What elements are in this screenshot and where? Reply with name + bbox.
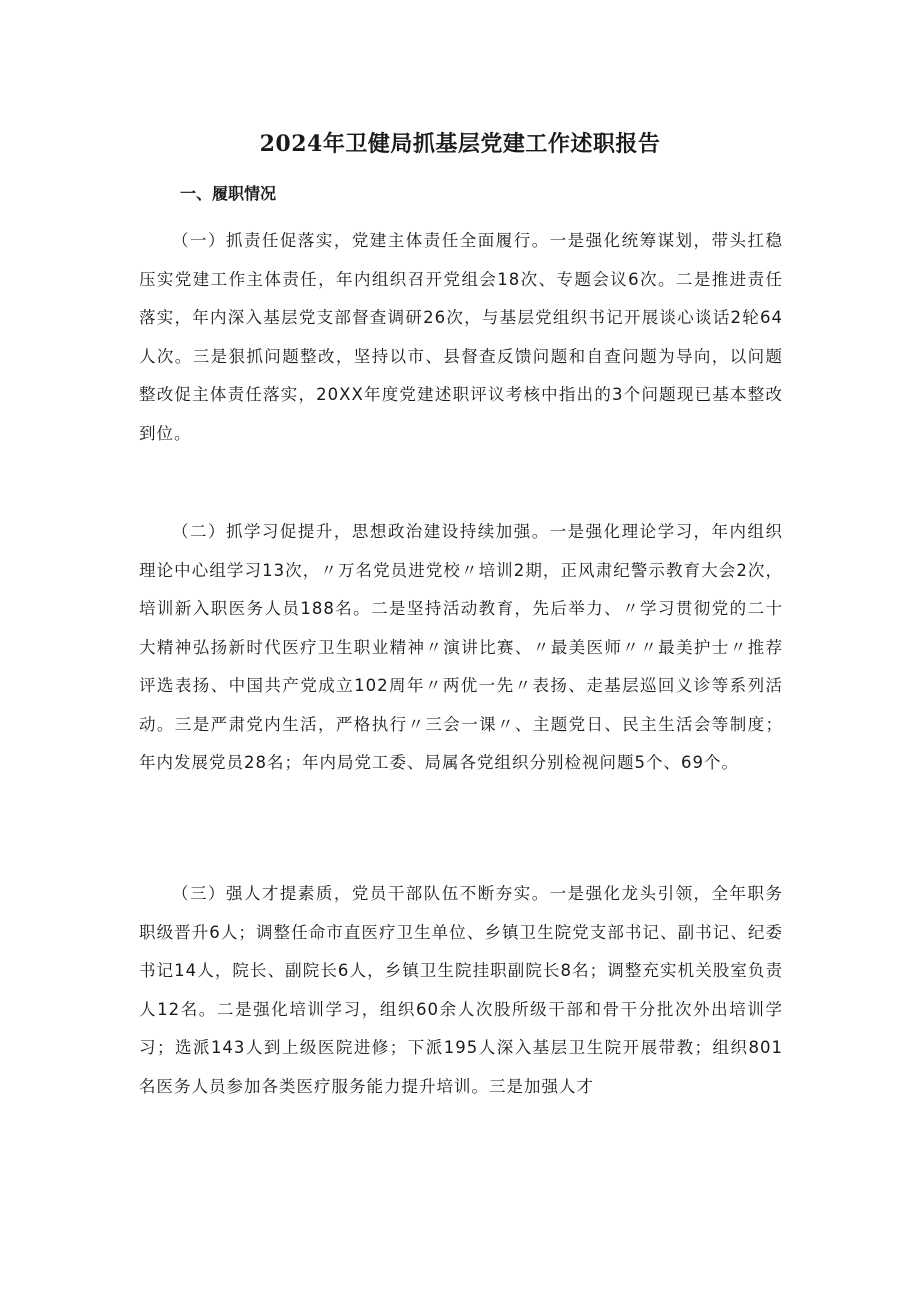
section-heading: 一、履职情况 bbox=[180, 184, 277, 203]
paragraph-talent: （三）强人才提素质，党员干部队伍不断夯实。一是强化龙头引领，全年职务职级晋升6人；调整任命市直医疗卫生单位、乡镇卫生院党支部书记、副书记、纪委书记14人，院长、副院长6人，乡镇卫生院挂职副院长8名；调整充实机关股室负责人12名。二是强化培训学习，组织60余人次股所级干部和骨干分批次外出培训学习；选派143人到上级医院进修；下派195人深入基层卫生院开展带教；组织801名医务人员参加各类医疗服务能力提升培训。三是加强人才 bbox=[139, 884, 783, 1096]
paragraph-study: （二）抓学习促提升，思想政治建设持续加强。一是强化理论学习，年内组织理论中心组学习13次，〃万名党员进党校〃培训2期，正风肃纪警示教育大会2次，培训新入职医务人员188名。二是坚持活动教育，先后举力、〃学习贯彻党的二十大精神弘扬新时代医疗卫生职业精神〃演讲比赛、〃最美医师〃〃最美护士〃推荐评选表扬、中国共产党成立102周年〃两优一先〃表扬、走基层巡回义诊等系列活动。三是严肃党内生活，严格执行〃三会一课〃、主题党日、民主生活会等制度；年内发展党员28名；年内局党工委、局属各党组织分别检视问题5个、69个。 bbox=[139, 522, 783, 772]
document-title: 2024年卫健局抓基层党建工作述职报告 bbox=[259, 131, 661, 157]
paragraph-responsibility: （一）抓责任促落实，党建主体责任全面履行。一是强化统筹谋划，带头扛稳压实党建工作主体责任，年内组织召开党组会18次、专题会议6次。二是推进责任落实，年内深入基层党支部督查调研26次，与基层党组织书记开展谈心谈话2轮64人次。三是狠抓问题整改，坚持以市、县督查反馈问题和自查问题为导向，以问题整改促主体责任落实，20XX年度党建述职评议考核中指出的3个问题现已基本整改到位。 bbox=[139, 231, 783, 443]
